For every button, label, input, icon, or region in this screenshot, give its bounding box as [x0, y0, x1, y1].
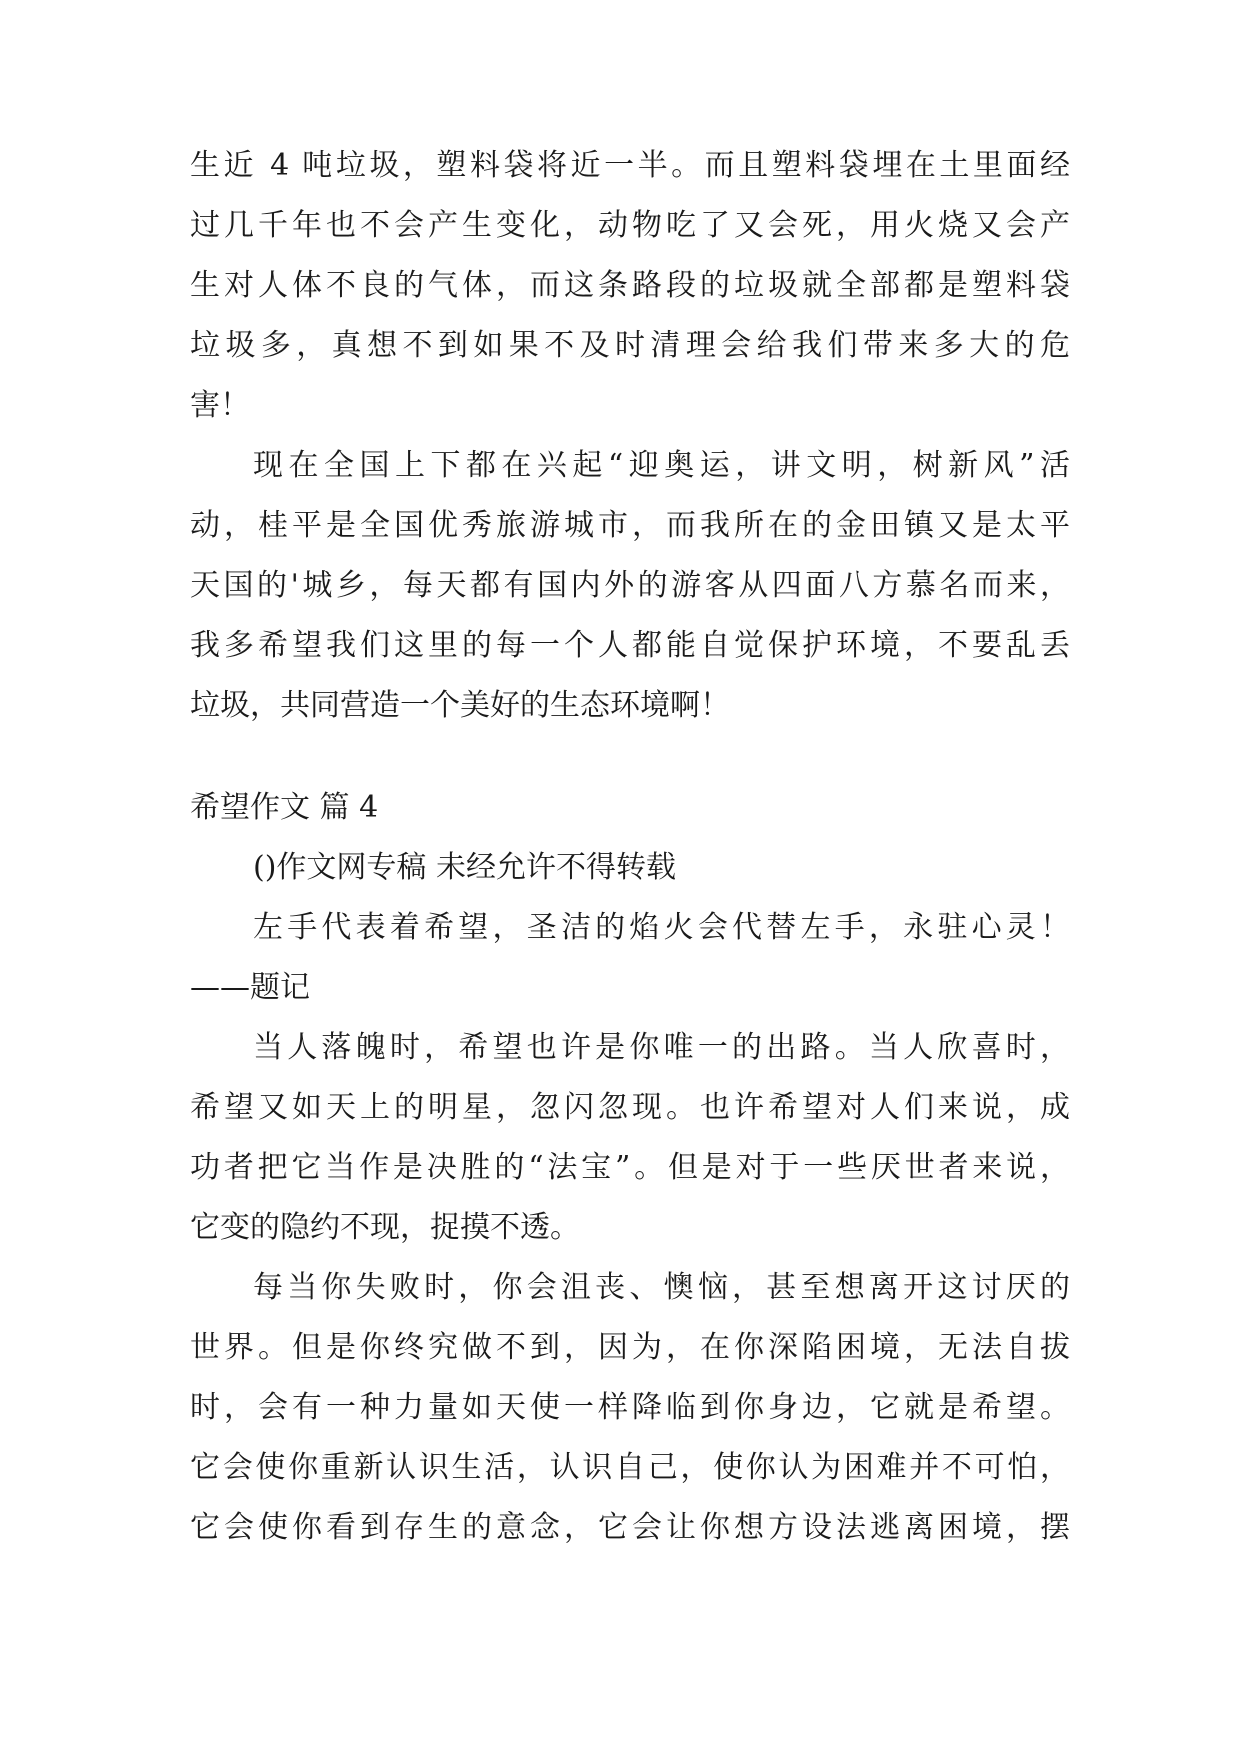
paragraph-line: 垃圾，共同营造一个美好的生态环境啊！	[190, 688, 730, 723]
paragraph-line: 它变的隐约不现，捉摸不透。	[190, 1210, 580, 1245]
paragraph-line: 现在全国上下都在兴起“迎奥运，讲文明，树新风”活	[253, 448, 1070, 483]
paragraph-line: 世界。但是你终究做不到，因为，在你深陷困境，无法自拔	[190, 1330, 1070, 1365]
paragraph-line: 天国的'城乡，每天都有国内外的游客从四面八方慕名而来，	[190, 568, 1070, 603]
epigraph-line: 左手代表着希望，圣洁的焰火会代替左手，永驻心灵！	[253, 910, 1070, 945]
copyright-note: ()作文网专稿 未经允许不得转载	[253, 850, 676, 885]
paragraph-line: 当人落魄时，希望也许是你唯一的出路。当人欣喜时，	[253, 1030, 1070, 1065]
paragraph-line: 垃圾多，真想不到如果不及时清理会给我们带来多大的危	[190, 328, 1070, 363]
paragraph-line: 我多希望我们这里的每一个人都能自觉保护环境，不要乱丢	[190, 628, 1070, 663]
paragraph-line: 生近 4 吨垃圾，塑料袋将近一半。而且塑料袋埋在土里面经	[190, 148, 1070, 183]
paragraph-line: 时，会有一种力量如天使一样降临到你身边，它就是希望。	[190, 1390, 1070, 1425]
paragraph-line: 它会使你看到存生的意念，它会让你想方设法逃离困境，摆	[190, 1510, 1070, 1545]
paragraph-line: 每当你失败时，你会沮丧、懊恼，甚至想离开这讨厌的	[253, 1270, 1070, 1305]
paragraph-line: 过几千年也不会产生变化，动物吃了又会死，用火烧又会产	[190, 208, 1070, 243]
paragraph-line: 生对人体不良的气体，而这条路段的垃圾就全部都是塑料袋	[190, 268, 1070, 303]
paragraph-line: 害！	[190, 388, 250, 423]
paragraph-line: 希望又如天上的明星，忽闪忽现。也许希望对人们来说，成	[190, 1090, 1070, 1125]
paragraph-line: 功者把它当作是决胜的“法宝”。但是对于一些厌世者来说，	[190, 1150, 1070, 1185]
section-heading: 希望作文 篇 4	[190, 790, 379, 825]
paragraph-line: 它会使你重新认识生活，认识自己，使你认为困难并不可怕，	[190, 1450, 1070, 1485]
paragraph-line: 动，桂平是全国优秀旅游城市，而我所在的金田镇又是太平	[190, 508, 1070, 543]
epigraph-attribution: ——题记	[190, 970, 310, 1005]
